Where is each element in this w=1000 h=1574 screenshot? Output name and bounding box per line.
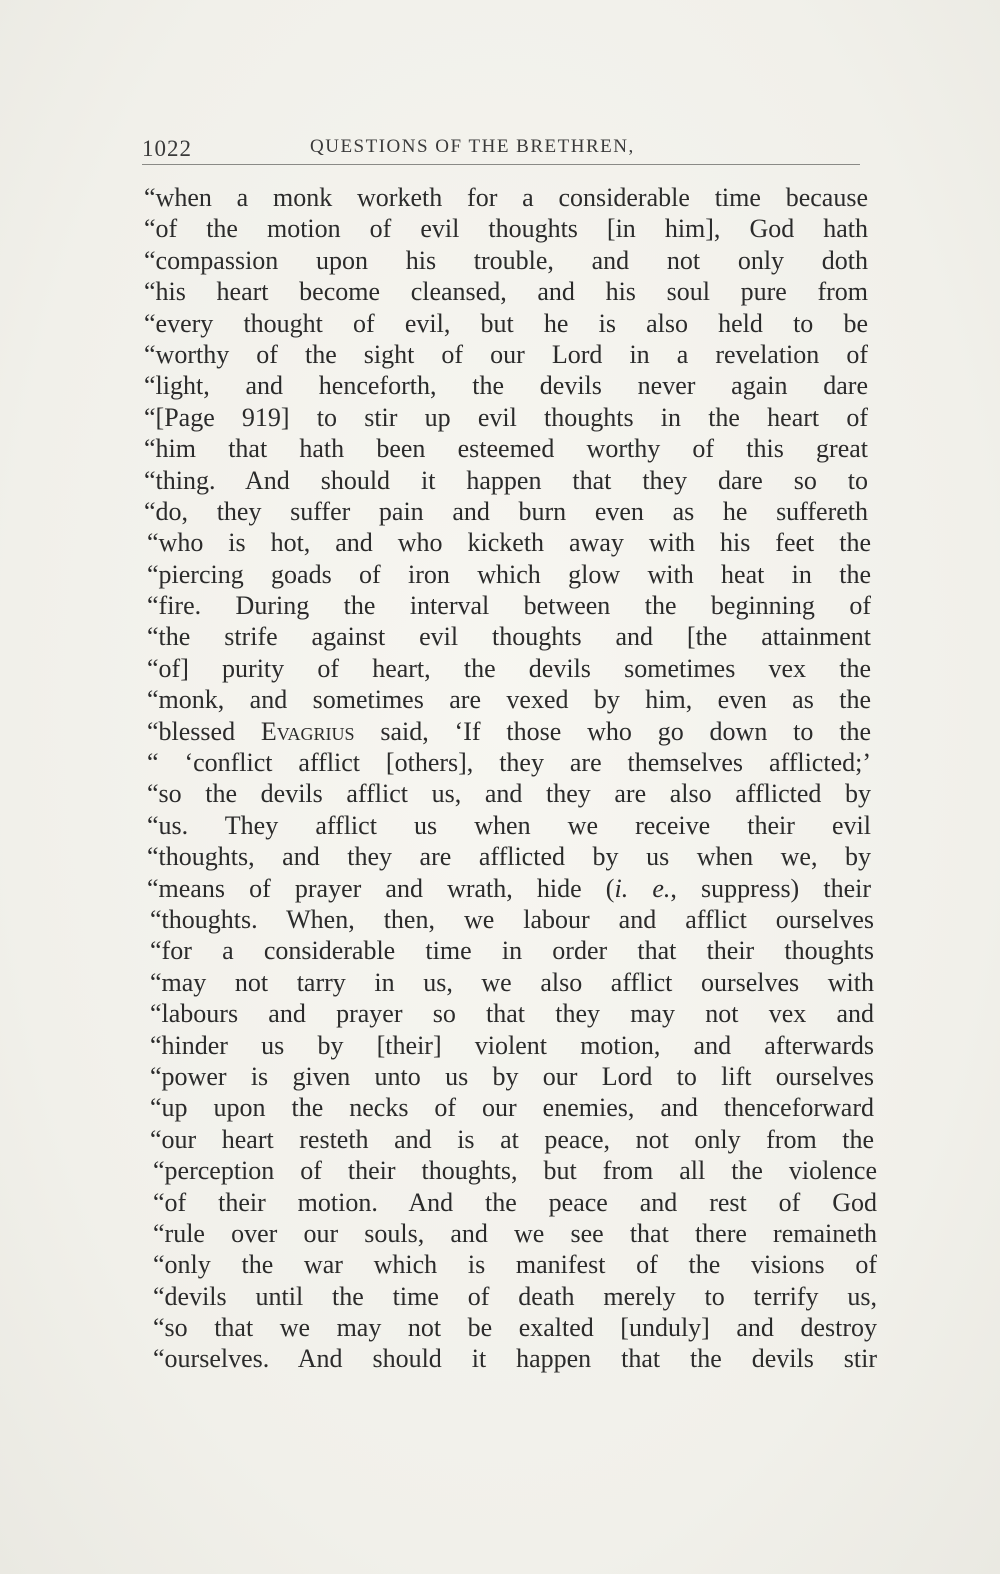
text-line: “the strife against evil thoughts and [the attainment [147,622,871,652]
text-line: “us. They afflict us when we receive their evil [147,810,871,840]
text-line: “for a considerable time in order that their thoughts [150,936,874,966]
text-line: “who is hot, and who kicketh away with his feet the [147,528,871,558]
text-line: “thoughts, and they are afflicted by us when we, by [147,842,871,872]
text-line: “fire. During the interval between the beginning of [147,591,871,621]
text-line: “thing. And should it happen that they dare so to [144,465,868,495]
text-line: “up upon the necks of our enemies, and thenceforward [150,1093,874,1123]
running-header [142,132,862,164]
text-line: “of their motion. And the peace and rest of God [153,1187,877,1217]
header-rule [142,164,860,165]
text-line: “so that we may not be exalted [unduly] and destroy [153,1313,877,1343]
body-text [144,182,877,1375]
running-title: QUESTIONS OF THE BRETHREN, [310,136,635,157]
text-line: “light, and henceforth, the devils never again dare [144,371,868,401]
text-line: “only the war which is manifest of the visions of [153,1250,877,1280]
text-line: “perception of their thoughts, but from all the violence [153,1156,877,1186]
text-line: “piercing goads of iron which glow with heat in the [147,559,871,589]
text-line: “compassion upon his trouble, and not only doth [144,245,868,275]
text-line: “worthy of the sight of our Lord in a revelation of [144,339,868,369]
page-number: 1022 [142,136,192,161]
text-line: “may not tarry in us, we also afflict ourselves with [150,967,874,997]
text-line: “of] purity of heart, the devils sometimes vex the [147,653,871,683]
text-line: “blessed Evagrius said, ‘If those who go down to the [147,716,871,746]
text-line: “ ‘conflict afflict [others], they are themselves afflicted;’ [147,748,871,778]
text-line: “monk, and sometimes are vexed by him, even as the [147,685,871,715]
text-line: “means of prayer and wrath, hide (i. e., suppress) their [147,873,871,903]
text-line: “our heart resteth and is at peace, not only from the [150,1124,874,1154]
text-line: “power is given unto us by our Lord to lift ourselves [150,1061,874,1091]
text-line: “hinder us by [their] violent motion, and afterwards [150,1030,874,1060]
text-line: “thoughts. When, then, we labour and afflict ourselves [150,904,874,934]
text-line: “[Page 919] to stir up evil thoughts in the heart of [144,402,868,432]
text-line: “every thought of evil, but he is also held to be [144,308,868,338]
text-line: “of the motion of evil thoughts [in him], God hath [144,214,868,244]
text-line: “ourselves. And should it happen that the devils stir [153,1344,877,1374]
text-line: “him that hath been esteemed worthy of this great [144,434,868,464]
text-line: “do, they suffer pain and burn even as he suffereth [144,496,868,526]
text-line: “when a monk worketh for a considerable time because [144,183,868,212]
text-line: “labours and prayer so that they may not vex and [150,999,874,1029]
text-line: “rule over our souls, and we see that there remaineth [153,1218,877,1248]
text-line: “so the devils afflict us, and they are also afflicted by [147,779,871,809]
text-line: “his heart become cleansed, and his soul pure from [144,277,868,307]
text-line: “devils until the time of death merely to terrify us, [153,1281,877,1311]
